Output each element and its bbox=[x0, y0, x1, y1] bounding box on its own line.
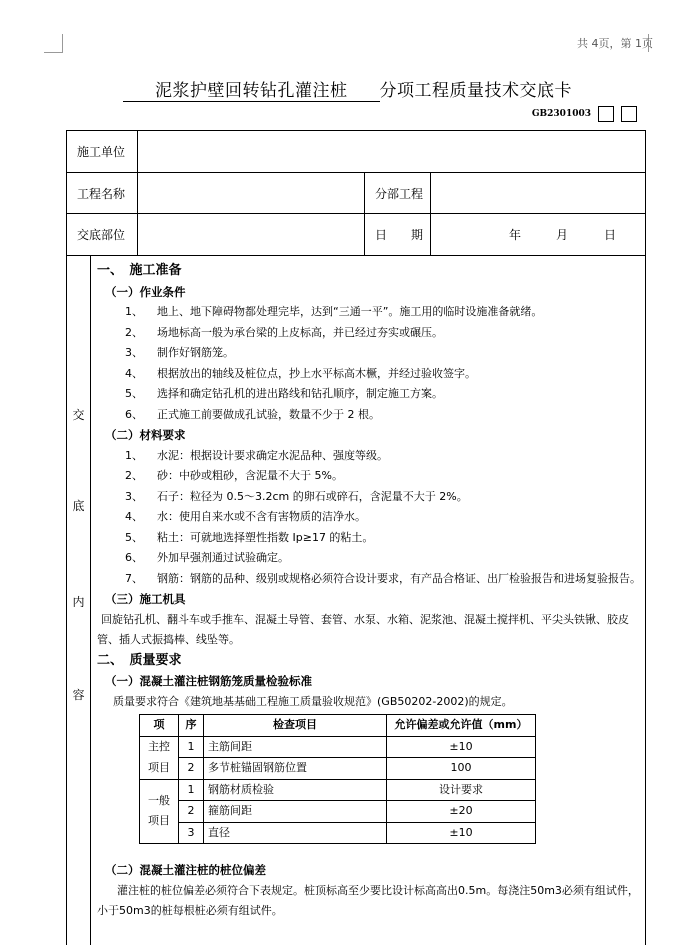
table-cell: 钢筋材质检验 bbox=[204, 779, 387, 801]
list-item bbox=[97, 548, 645, 569]
list-item bbox=[97, 323, 645, 344]
list-item bbox=[97, 446, 645, 467]
construction-unit-field[interactable] bbox=[138, 131, 645, 172]
side-label-char: 内 bbox=[72, 595, 85, 609]
list-item bbox=[97, 507, 645, 528]
table-cell: 主筋间距 bbox=[204, 736, 387, 758]
item-text: 水：使用自来水或不含有害物质的洁净水。 bbox=[157, 510, 366, 523]
item-number: 5、 bbox=[125, 530, 143, 544]
item-text: 选择和确定钻孔机的进出路线和钻孔顺序，制定施工方案。 bbox=[157, 387, 443, 400]
table-row bbox=[140, 779, 536, 801]
table-cell: 2 bbox=[179, 801, 204, 823]
table-row bbox=[140, 822, 536, 844]
table-cell: 设计要求 bbox=[387, 779, 536, 801]
item-number: 3、 bbox=[125, 346, 143, 359]
item-number: 4、 bbox=[125, 366, 143, 380]
paragraph: 质量要求符合《建筑地基基础工程施工质量验收规范》(GB50202-2002)的规定。 bbox=[113, 694, 513, 708]
item-text: 根据放出的轴线及桩位点，抄上水平标高木橛，并经过验收签字。 bbox=[157, 366, 476, 380]
list-item bbox=[97, 405, 645, 426]
table-cell: 1 bbox=[179, 736, 204, 758]
date-year: 年 bbox=[509, 228, 522, 242]
table-cell: 箍筋间距 bbox=[204, 801, 387, 823]
table-row bbox=[140, 758, 536, 780]
table-cell: 直径 bbox=[204, 822, 387, 844]
table-cell: 3 bbox=[179, 822, 204, 844]
item-text: 制作好钢筋笼。 bbox=[157, 346, 234, 359]
subsection-heading: （一）混凝土灌注桩钢筋笼质量检验标准 bbox=[105, 674, 312, 688]
paragraph: 灌注桩的桩位偏差必须符合下表规定。桩顶标高至少要比设计标高高出0.5m。每浇注50m3必须有组试件，小于50m3的桩每根桩必须有组试件。 bbox=[97, 883, 639, 917]
item-number: 6、 bbox=[125, 407, 143, 421]
table-header-row bbox=[140, 715, 536, 737]
project-name-field[interactable] bbox=[138, 173, 364, 213]
item-number: 5、 bbox=[125, 387, 143, 400]
sub-project-field[interactable] bbox=[431, 173, 645, 213]
page-info: 共 4页，第 1页 bbox=[577, 37, 653, 50]
handover-part-label: 交底部位 bbox=[77, 228, 126, 242]
item-number: 1、 bbox=[125, 305, 143, 318]
project-name-label: 工程名称 bbox=[77, 186, 126, 201]
form-sheet bbox=[66, 130, 646, 945]
form-code: GB2301003 bbox=[531, 109, 591, 119]
page-corner-mark-left bbox=[44, 34, 63, 53]
item-text: 地上、地下障碍物都处理完毕，达到“三通一平”。施工用的临时设施准备就绪。 bbox=[157, 305, 543, 318]
table-header: 允许偏差或允许值（mm） bbox=[387, 715, 536, 737]
item-text: 水泥：根据设计要求确定水泥品种、强度等级。 bbox=[157, 448, 388, 462]
section-heading: 二、 质量要求 bbox=[97, 652, 182, 668]
list-item bbox=[97, 384, 645, 405]
table-cell: 100 bbox=[387, 758, 536, 780]
side-label-char: 底 bbox=[72, 499, 85, 513]
table-cell: 2 bbox=[179, 758, 204, 780]
list-item bbox=[97, 528, 645, 549]
table-header: 序 bbox=[179, 715, 204, 737]
list-item bbox=[97, 466, 645, 487]
table-row bbox=[140, 801, 536, 823]
quality-table bbox=[139, 714, 536, 844]
item-number: 2、 bbox=[125, 469, 143, 482]
item-number: 7、 bbox=[125, 571, 143, 585]
paragraph: 回旋钻孔机、翻斗车或手推车、混凝土导管、套管、水泵、水箱、泥浆池、混凝土搅拌机、平尖头铁锹、胶皮管、插人式振捣棒、线坠等。 bbox=[97, 612, 629, 646]
item-number: 2、 bbox=[125, 325, 143, 339]
item-number: 1、 bbox=[125, 448, 143, 462]
table-cell: 多节桩锚固钢筋位置 bbox=[204, 758, 387, 780]
handover-content bbox=[97, 261, 645, 922]
list-item bbox=[97, 487, 645, 508]
side-label-char: 交 bbox=[72, 408, 85, 422]
table-cell: 1 bbox=[179, 779, 204, 801]
table-cell: ±20 bbox=[387, 801, 536, 823]
document-title bbox=[0, 76, 695, 102]
construction-unit-label: 施工单位 bbox=[77, 145, 126, 159]
row-construction-unit bbox=[67, 131, 645, 173]
side-label-char: 容 bbox=[72, 688, 85, 702]
row-project-name bbox=[67, 173, 645, 214]
checkbox-2[interactable] bbox=[621, 106, 637, 122]
table-row bbox=[140, 736, 536, 758]
subsection-heading: （一）作业条件 bbox=[105, 284, 186, 299]
group-label: 主控 项目 bbox=[140, 736, 179, 779]
date-label: 日 期 bbox=[375, 228, 424, 242]
subsection-heading: （三）施工机具 bbox=[105, 592, 186, 606]
list-item bbox=[97, 302, 645, 323]
date-day: 日 bbox=[604, 228, 617, 242]
section-heading: 一、 施工准备 bbox=[97, 263, 182, 278]
sub-project-label: 分部工程 bbox=[375, 186, 424, 201]
handover-part-field[interactable] bbox=[138, 214, 364, 255]
table-header: 项 bbox=[140, 715, 179, 737]
title-subject: 泥浆护壁回转钻孔灌注桩 bbox=[123, 76, 380, 102]
form-code-row bbox=[532, 106, 637, 122]
group-label: 一般 项目 bbox=[140, 779, 179, 844]
title-suffix: 分项工程质量技术交底卡 bbox=[379, 81, 572, 101]
date-month: 月 bbox=[556, 228, 569, 242]
checkbox-1[interactable] bbox=[598, 106, 614, 122]
table-cell: ±10 bbox=[387, 822, 536, 844]
item-number: 6、 bbox=[125, 551, 143, 564]
subsection-heading: （二）混凝土灌注桩的桩位偏差 bbox=[105, 863, 266, 877]
item-number: 3、 bbox=[125, 489, 143, 503]
item-text: 砂：中砂或粗砂，含泥量不大于 5%。 bbox=[157, 469, 343, 482]
item-text: 石子：粒径为 0.5～3.2cm 的卵石或碎石，含泥量不大于 2%。 bbox=[157, 489, 468, 503]
list-item bbox=[97, 343, 645, 364]
item-number: 4、 bbox=[125, 510, 143, 523]
list-item bbox=[97, 569, 645, 590]
row-handover-part bbox=[67, 214, 645, 256]
list-item bbox=[97, 364, 645, 385]
item-text: 场地标高一般为承台梁的上皮标高，并已经过夯实或碾压。 bbox=[157, 325, 443, 339]
item-text: 钢筋：钢筋的品种、级别或规格必须符合设计要求，有产品合格证、出厂检验报告和进场复验报告。 bbox=[157, 571, 641, 585]
subsection-heading: （二）材料要求 bbox=[105, 428, 186, 442]
side-label-column bbox=[67, 256, 91, 945]
item-text: 外加早强剂通过试验确定。 bbox=[157, 551, 289, 564]
table-cell: ±10 bbox=[387, 736, 536, 758]
item-text: 粘土：可就地选择塑性指数 Ip≥17 的粘土。 bbox=[157, 530, 374, 544]
table-header: 检查项目 bbox=[204, 715, 387, 737]
item-text: 正式施工前要做成孔试验，数量不少于 2 根。 bbox=[157, 407, 380, 421]
